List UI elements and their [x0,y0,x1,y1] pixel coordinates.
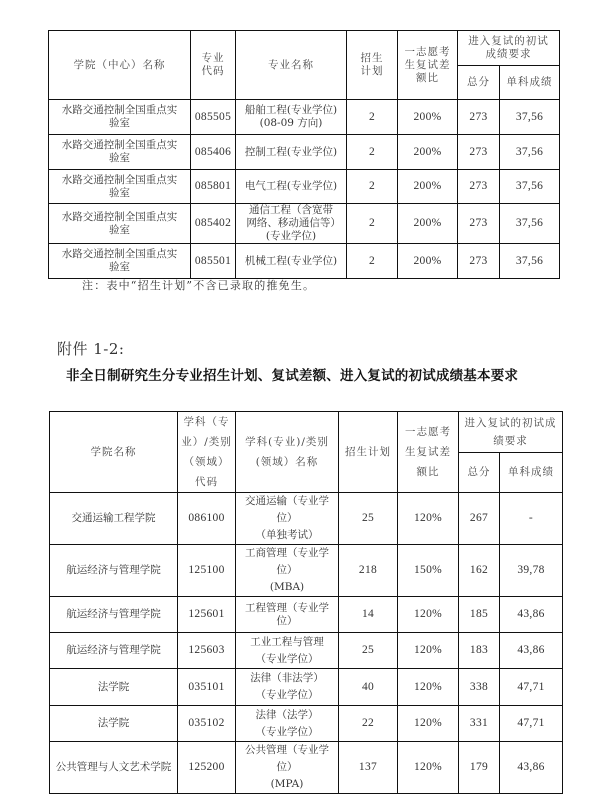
cell-college: 交通运输工程学院 [50,493,178,545]
cell-college: 水路交通控制全国重点实验室 [49,244,191,279]
cell-plan: 40 [339,669,398,706]
cell-plan: 25 [339,633,398,669]
cell-plan: 2 [347,204,398,244]
cell-major: 控制工程(专业学位) [236,135,347,170]
header-score-group: 进入复试的初试成绩要求 [458,31,560,66]
cell-major: 电气工程(专业学位) [236,170,347,204]
header-college: 学院（中心）名称 [49,31,191,100]
cell-single: 43,86 [500,633,563,669]
cell-ratio: 200% [398,170,458,204]
cell-code: 085402 [191,204,236,244]
cell-single: 37,56 [500,135,560,170]
cell-total: 273 [458,244,500,279]
cell-major: 工程管理（专业学位） [236,597,339,633]
fulltime-admission-table [48,30,560,279]
cell-single: 43,86 [500,742,563,794]
cell-total: 273 [458,204,500,244]
parttime-admission-table [49,411,563,794]
cell-ratio: 200% [398,204,458,244]
header-major: 学科(专业)/类别(领域）名称 [236,412,339,493]
table-row [49,204,560,244]
table-row [49,100,560,135]
cell-major: 机械工程(专业学位) [236,244,347,279]
table-note: 注：表中“招生计划”不含已录取的推免生。 [82,279,316,292]
cell-college: 航运经济与管理学院 [50,597,178,633]
table-row [50,633,563,669]
cell-code: 125100 [178,545,236,597]
cell-plan: 2 [347,170,398,204]
attachment-label: 附件 1-2: [57,340,125,358]
section-title: 非全日制研究生分专业招生计划、复试差额、进入复试的初试成绩基本要求 [66,368,519,384]
cell-single: 37,56 [500,204,560,244]
header-single: 单科成绩 [500,66,560,100]
cell-code: 035101 [178,669,236,706]
cell-ratio: 200% [398,244,458,279]
cell-plan: 2 [347,135,398,170]
cell-college: 水路交通控制全国重点实验室 [49,170,191,204]
cell-college: 水路交通控制全国重点实验室 [49,135,191,170]
cell-college: 航运经济与管理学院 [50,633,178,669]
cell-major: 公共管理（专业学位） (MPA) [236,742,339,794]
cell-ratio: 120% [398,706,459,742]
cell-ratio: 200% [398,135,458,170]
header-plan: 招生计划 [347,31,398,100]
cell-plan: 2 [347,100,398,135]
cell-single: 37,56 [500,244,560,279]
header-ratio: 一志愿考生复试差额比 [398,31,458,100]
table-row [50,669,563,706]
cell-major: 工业工程与管理 （专业学位） [236,633,339,669]
cell-plan: 25 [339,493,398,545]
cell-major: 工商管理（专业学位） (MBA) [236,545,339,597]
cell-code: 125601 [178,597,236,633]
cell-plan: 218 [339,545,398,597]
table-row [50,493,563,545]
cell-code: 125200 [178,742,236,794]
cell-total: 331 [459,706,500,742]
cell-total: 338 [459,669,500,706]
table-row [50,706,563,742]
cell-plan: 14 [339,597,398,633]
cell-major: 法律（非法学） （专业学位） [236,669,339,706]
cell-single: 47,71 [500,669,563,706]
header-college: 学院名称 [50,412,178,493]
cell-plan: 137 [339,742,398,794]
cell-code: 085505 [191,100,236,135]
cell-college: 法学院 [50,706,178,742]
table-row [50,742,563,794]
cell-ratio: 150% [398,545,459,597]
header-single: 单科成绩 [500,452,563,493]
cell-single: 39,78 [500,545,563,597]
cell-college: 水路交通控制全国重点实验室 [49,100,191,135]
table-row [49,170,560,204]
cell-single: - [500,493,563,545]
cell-total: 267 [459,493,500,545]
cell-major: 船舶工程(专业学位) (08-09 方向) [236,100,347,135]
cell-college: 公共管理与人文艺术学院 [50,742,178,794]
cell-total: 162 [459,545,500,597]
cell-code: 035102 [178,706,236,742]
cell-total: 273 [458,135,500,170]
cell-total: 183 [459,633,500,669]
cell-single: 43,86 [500,597,563,633]
cell-plan: 2 [347,244,398,279]
header-major: 专业名称 [236,31,347,100]
cell-ratio: 120% [398,742,459,794]
cell-code: 085801 [191,170,236,204]
cell-total: 273 [458,170,500,204]
cell-code: 085406 [191,135,236,170]
cell-single: 37,56 [500,100,560,135]
header-total: 总分 [459,452,500,493]
cell-single: 37,56 [500,170,560,204]
table-row [50,597,563,633]
header-code: 学科（专业）/类别（领域）代码 [178,412,236,493]
cell-code: 086100 [178,493,236,545]
cell-college: 航运经济与管理学院 [50,545,178,597]
cell-ratio: 120% [398,597,459,633]
cell-total: 273 [458,100,500,135]
cell-plan: 22 [339,706,398,742]
cell-ratio: 120% [398,669,459,706]
cell-code: 085501 [191,244,236,279]
cell-ratio: 200% [398,100,458,135]
header-ratio: 一志愿考生复试差额比 [398,412,459,493]
cell-ratio: 120% [398,493,459,545]
header-plan: 招生计划 [339,412,398,493]
cell-major: 交通运输（专业学位） （单独考试） [236,493,339,545]
cell-college: 法学院 [50,669,178,706]
table-row [49,135,560,170]
cell-college: 水路交通控制全国重点实验室 [49,204,191,244]
header-code: 专业代码 [191,31,236,100]
header-score-group: 进入复试的初试成绩要求 [459,412,563,453]
cell-code: 125603 [178,633,236,669]
cell-ratio: 120% [398,633,459,669]
cell-single: 47,71 [500,706,563,742]
table-row [49,244,560,279]
cell-major: 法律（法学） （专业学位） [236,706,339,742]
cell-total: 185 [459,597,500,633]
cell-total: 179 [459,742,500,794]
cell-major: 通信工程（含宽带网络、移动通信等）(专业学位) [236,204,347,244]
header-total: 总分 [458,66,500,100]
table-row [50,545,563,597]
